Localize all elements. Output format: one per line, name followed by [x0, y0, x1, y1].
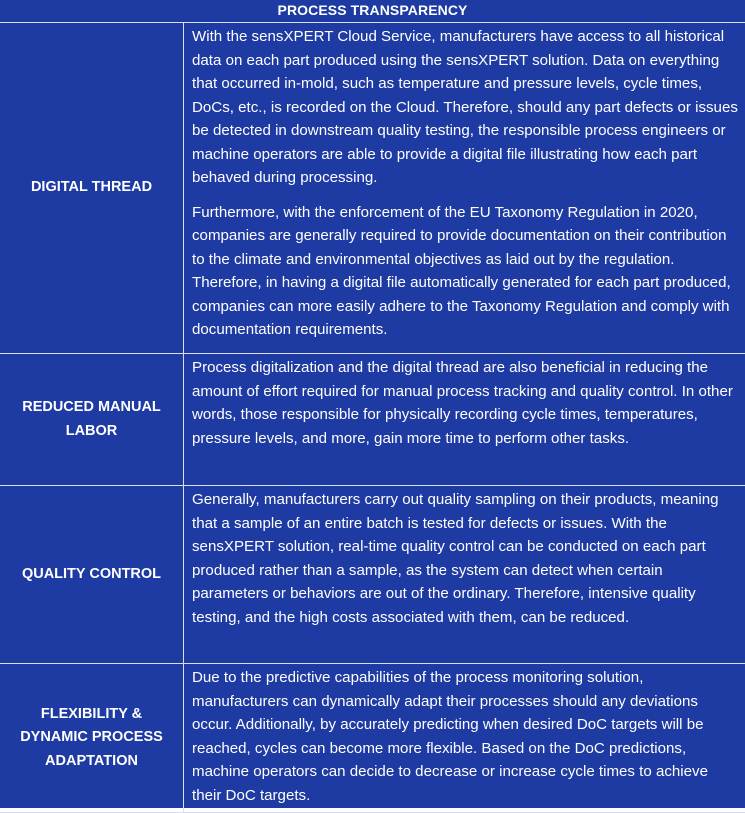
- row-label: DIGITAL THREAD: [0, 23, 184, 353]
- table-header: [0, 0, 745, 22]
- table-row-quality-control: [0, 485, 745, 663]
- table-row-digital-thread: [0, 22, 745, 353]
- row-content: [184, 664, 745, 812]
- row-content: [184, 486, 745, 663]
- row-label: REDUCED MANUAL LABOR: [0, 354, 184, 485]
- row-label: QUALITY CONTROL: [0, 486, 184, 663]
- table-title: PROCESS TRANSPARENCY: [277, 2, 468, 19]
- row-label: FLEXIBILITY & DYNAMIC PROCESS ADAPTATION: [0, 664, 184, 812]
- row-paragraph: Due to the predictive capabilities of the process monitoring solution, manufacturers can dynamically adapt their processes should any deviations occur. Additionally, by accurately predicting when desired DoC targets will be reached, cycles can become more flexible. Based on the DoC predictions, machine operators can decide to decrease or increase cycle times to achieve their DoC targets.: [192, 669, 708, 804]
- table-body: [0, 22, 745, 813]
- table-row-flexibility-dynamic-process-adaptation: [0, 663, 745, 813]
- row-content: [184, 23, 745, 353]
- row-paragraph: Furthermore, with the enforcement of the EU Taxonomy Regulation in 2020, companies are generally required to provide documentation on their contribution to the climate and environmental objectives as laid out by the regulation. Therefore, in having a digital file automatically generated for each part produced, companies can more easily adhere to the Taxonomy Regulation and comply with documentation requirements.: [192, 203, 731, 338]
- row-paragraph: Generally, manufacturers carry out quality sampling on their products, meaning that a sample of an entire batch is tested for defects or issues. With the sensXPERT solution, real-time quality control can be conducted on each part produced rather than a sample, as the system can detect when certain parameters or behaviors are out of the ordinary. Therefore, intensive quality testing, and the high costs associated with them, can be reduced.: [192, 491, 719, 626]
- row-paragraph: Process digitalization and the digital thread are also beneficial in reducing the amount of effort required for manual process tracking and quality control. In other words, those responsible for physically recording cycle times, temperatures, pressure levels, and more, gain more time to perform other tasks.: [192, 359, 733, 447]
- table-row-reduced-manual-labor: [0, 353, 745, 485]
- row-paragraph: With the sensXPERT Cloud Service, manufacturers have access to all historical data on each part produced using the sensXPERT solution. Data on everything that occurred in-mold, such as temperature and pressure levels, cycle times, DoCs, etc., is recorded on the Cloud. Therefore, should any part defects or issues be detected in downstream quality testing, the responsible process engineers or machine operators are able to provide a digital file illustrating how each part behaved during processing.: [192, 28, 738, 186]
- row-content: [184, 354, 745, 485]
